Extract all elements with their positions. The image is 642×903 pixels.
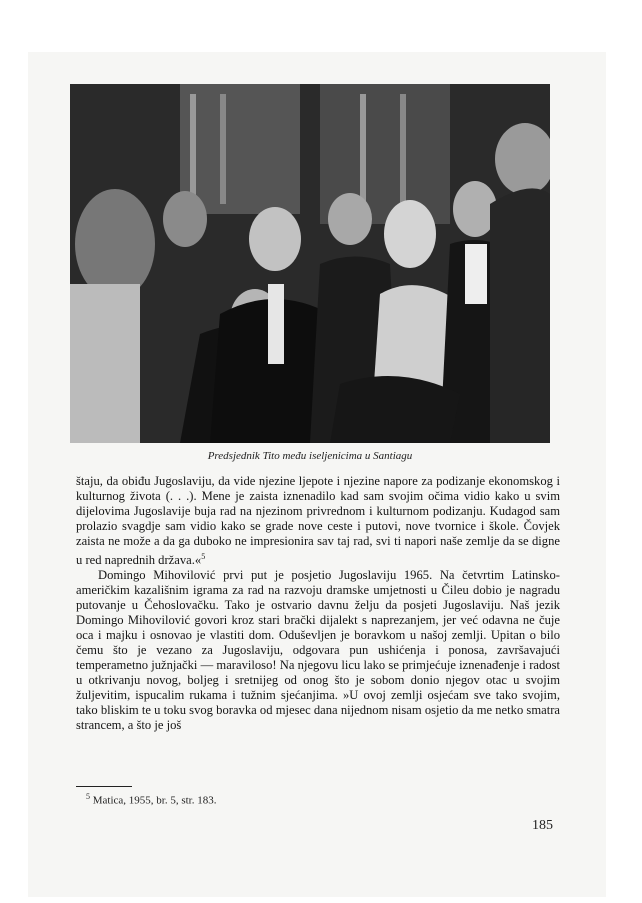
paragraph-text: štaju, da obiđu Jugoslaviju, da vide njezine ljepote i njezine napore za podizanje ekonomskog i kulturnog života (. . .). Mene je zaista iznenadilo kad sam svojim očima vidio kako u svim dijelovima Jugoslavije buja rad na njezinom privrednom i kulturnom podizanju. Kudagod sam prolazio svagdje sam vidio kako se grade nove ceste i putovi, nove tvornice i škole. Čovjek zaista ne može a da ga duboko ne impresionira sav taj rad, svi ti napori naše zemlje da se digne u red naprednih država.« bbox=[76, 474, 560, 568]
footnote-reference: 5 bbox=[201, 552, 206, 561]
page-number: 185 bbox=[532, 818, 553, 833]
photo-caption: Predsjednik Tito među iseljenicima u Santiagu bbox=[207, 450, 413, 462]
body-text bbox=[76, 474, 560, 733]
footnote-divider bbox=[76, 786, 132, 787]
footnote-text: Matica, 1955, br. 5, str. 183. bbox=[92, 794, 217, 807]
paragraph: Domingo Mihovilović prvi put je posjetio Jugoslaviju 1965. Na četvrtim Latinsko-američkim kazališnim igrama za rad na razvoju dramske umjetnosti u Čileu dobio je nagradu putovanje u Čehoslovačku. Tako je ostvario davnu želju da posjeti Jugoslaviju. Naš jezik Domingo Mihovilović govori kroz stari brački dijalekt s naprezanjem, jer već odavna ne čuje oca i majku i osnovao je vlastiti dom. Oduševljen je boravkom u našoj zemlji. Upitan o bilo čemu što je vezano za Jugoslaviju, odgovara pun ushićenja i ponosa, završavajući temperametno južnjački — maraviloso! Na njegovu licu lako se primjećuje iznenađenje i radost u otkrivanju novog, boljeg i sretnijeg od onog što je sobom donio njegov otac u svojim žuljevitim, ispucalim rukama i tužnim sjećanjima. »U ovoj zemlji osjećam sve tako svojim, tako bliskim te u toku svog boravka od mjesec dana nijednom nisam osjetio da me netko smatra strancem, a što je još bbox=[76, 568, 560, 733]
footnote-marker: 5 bbox=[86, 792, 90, 801]
paragraph bbox=[76, 474, 560, 568]
photo-illustration bbox=[70, 84, 550, 443]
photograph bbox=[70, 84, 550, 443]
footnote bbox=[86, 792, 217, 807]
